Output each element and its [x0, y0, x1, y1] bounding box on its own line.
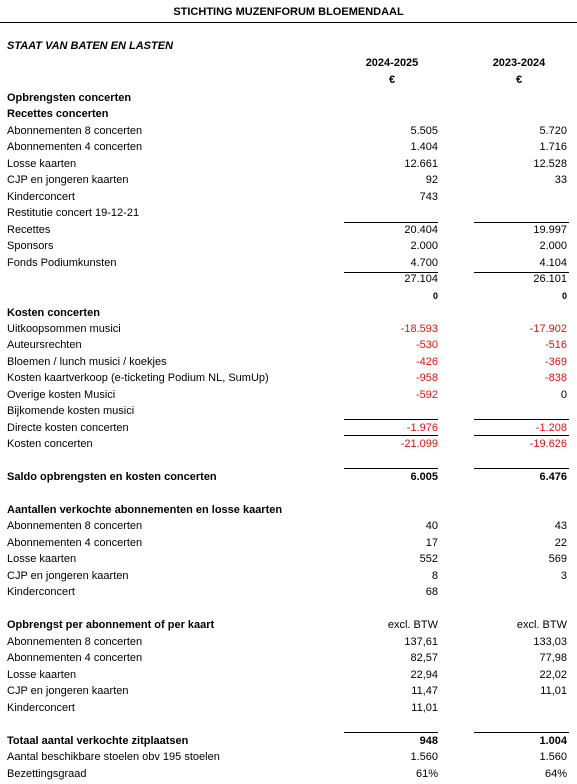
row-label: CJP en jongeren kaarten	[7, 174, 129, 186]
value-2024-2025: 743	[419, 191, 438, 203]
row-label: Directe kosten concerten	[7, 422, 129, 434]
statement-row	[0, 321, 577, 337]
row-label: Recettes	[7, 224, 51, 236]
statement-row	[0, 271, 577, 287]
value-2024-2025: 6.005	[410, 471, 438, 483]
total-rule	[344, 419, 438, 420]
total-rule	[474, 435, 569, 436]
row-label: Fonds Podiumkunsten	[7, 257, 117, 269]
statement-row	[0, 370, 577, 386]
value-2024-2025: -592	[415, 389, 438, 401]
value-2024-2025: 61%	[415, 768, 438, 780]
row-label: Saldo opbrengsten en kosten concerten	[7, 471, 217, 483]
statement-row	[0, 733, 577, 749]
statement-row	[0, 403, 577, 419]
row-label: Kosten concerten	[7, 438, 93, 450]
row-label: Bloemen / lunch musici / koekjes	[7, 356, 167, 368]
row-label: Losse kaarten	[7, 553, 77, 565]
statement-row	[0, 90, 577, 106]
statement-row	[0, 189, 577, 205]
row-label: Abonnementen 4 concerten	[7, 652, 143, 664]
value-2023-2024: 133,03	[533, 636, 567, 648]
statement-row	[0, 123, 577, 139]
value-2023-2024: 3	[560, 570, 567, 582]
value-2024-2025: 40	[425, 520, 438, 532]
value-2024-2025: 11,47	[411, 685, 438, 697]
value-2023-2024: 1.560	[539, 751, 567, 763]
value-2023-2024: -17.902	[529, 323, 567, 335]
value-2023-2024: -19.626	[529, 438, 567, 450]
value-2023-2024: 26.101	[533, 273, 567, 285]
statement-row	[0, 502, 577, 518]
row-label: Opbrengsten concerten	[7, 92, 132, 104]
value-2024-2025: 137,61	[404, 636, 438, 648]
row-label: Abonnementen 8 concerten	[7, 636, 143, 648]
row-label: Recettes concerten	[7, 108, 109, 120]
row-label: Aantal beschikbare stoelen obv 195 stoelen	[7, 751, 220, 763]
value-2024-2025: -21.099	[400, 438, 438, 450]
value-2024-2025: 22,94	[410, 669, 438, 681]
statement-row	[0, 255, 577, 271]
statement-row	[0, 436, 577, 452]
value-2024-2025: 948	[419, 735, 438, 747]
statement-row	[0, 387, 577, 403]
statement-row	[0, 337, 577, 353]
total-rule	[474, 732, 569, 733]
value-2023-2024: 77,98	[539, 652, 567, 664]
row-label: Losse kaarten	[7, 669, 77, 681]
value-2024-2025: 5.505	[410, 125, 438, 137]
total-rule	[344, 222, 438, 223]
statement-row	[0, 700, 577, 716]
value-2024-2025: -18.593	[400, 323, 438, 335]
value-2023-2024: 5.720	[539, 125, 567, 137]
value-2023-2024: -516	[544, 339, 567, 351]
value-2024-2025: 20.404	[404, 224, 438, 236]
row-label: Kosten kaartverkoop (e-ticketing Podium NL, SumUp)	[7, 372, 269, 384]
document-title: STICHTING MUZENFORUM BLOEMENDAAL	[173, 6, 404, 18]
value-2024-2025: 8	[431, 570, 438, 582]
statement-row	[0, 667, 577, 683]
value-2023-2024: 12.528	[533, 158, 567, 170]
value-2024-2025: 82,57	[410, 652, 438, 664]
statement-row	[0, 420, 577, 436]
statement-row	[0, 551, 577, 567]
statement-row	[0, 305, 577, 321]
statement-row	[0, 139, 577, 155]
statement-row	[0, 568, 577, 584]
statement-row	[0, 683, 577, 699]
value-2024-2025: -426	[415, 356, 438, 368]
value-2023-2024: 22,02	[539, 669, 567, 681]
value-2023-2024: 19.997	[533, 224, 567, 236]
total-rule	[474, 419, 569, 420]
total-rule	[344, 272, 438, 273]
value-2023-2024: -369	[544, 356, 567, 368]
statement-row	[0, 749, 577, 765]
title-underline	[0, 22, 577, 23]
value-2023-2024: 0	[561, 291, 567, 301]
row-label: Overige kosten Musici	[7, 389, 116, 401]
currency-label-col1: €	[388, 74, 396, 86]
value-2024-2025: 68	[425, 586, 438, 598]
column-header-2023-2024: 2023-2024	[492, 57, 546, 69]
total-rule	[344, 732, 438, 733]
value-2024-2025: 27.104	[404, 273, 438, 285]
value-2024-2025: 11,01	[411, 702, 438, 714]
value-2023-2024: -838	[544, 372, 567, 384]
statement-row	[0, 518, 577, 534]
statement-row	[0, 535, 577, 551]
row-label: Kinderconcert	[7, 702, 75, 714]
value-2023-2024: -1.208	[535, 422, 567, 434]
statement-row	[0, 650, 577, 666]
total-rule	[344, 468, 438, 469]
row-label: Sponsors	[7, 240, 54, 252]
value-2023-2024: 1.004	[539, 735, 567, 747]
value-2023-2024: 6.476	[539, 471, 567, 483]
value-2023-2024: 4.104	[539, 257, 567, 269]
value-2023-2024: 1.716	[539, 141, 567, 153]
statement-row	[0, 584, 577, 600]
row-label: Abonnementen 4 concerten	[7, 537, 143, 549]
value-2024-2025: 92	[425, 174, 438, 186]
total-rule	[474, 468, 569, 469]
value-2023-2024: 64%	[544, 768, 567, 780]
statement-row	[0, 288, 577, 304]
statement-row	[0, 205, 577, 221]
value-2023-2024: excl. BTW	[516, 619, 567, 631]
total-rule	[344, 435, 438, 436]
value-2024-2025: -530	[415, 339, 438, 351]
column-header-2024-2025: 2024-2025	[365, 57, 419, 69]
row-label: Uitkoopsommen musici	[7, 323, 121, 335]
row-label: CJP en jongeren kaarten	[7, 685, 129, 697]
statement-row	[0, 222, 577, 238]
statement-row	[0, 156, 577, 172]
value-2024-2025: -958	[415, 372, 438, 384]
statement-row	[0, 354, 577, 370]
row-label: Aantallen verkochte abonnementen en losse kaarten	[7, 504, 283, 516]
value-2024-2025: 1.560	[410, 751, 438, 763]
total-rule	[474, 222, 569, 223]
row-label: Restitutie concert 19-12-21	[7, 207, 140, 219]
value-2024-2025: -1.976	[406, 422, 438, 434]
value-2023-2024: 33	[554, 174, 567, 186]
row-label: Abonnementen 4 concerten	[7, 141, 143, 153]
currency-label-col2: €	[515, 74, 523, 86]
row-label: Opbrengst per abonnement of per kaart	[7, 619, 215, 631]
value-2024-2025: 4.700	[410, 257, 438, 269]
row-label: Kinderconcert	[7, 586, 75, 598]
total-rule	[474, 272, 569, 273]
value-2023-2024: 43	[554, 520, 567, 532]
statement-subtitle: STAAT VAN BATEN EN LASTEN	[7, 40, 174, 52]
row-label: Abonnementen 8 concerten	[7, 125, 143, 137]
value-2024-2025: 2.000	[410, 240, 438, 252]
value-2023-2024: 0	[560, 389, 567, 401]
value-2023-2024: 11,01	[540, 685, 567, 697]
row-label: Auteursrechten	[7, 339, 82, 351]
row-label: Losse kaarten	[7, 158, 77, 170]
value-2024-2025: 552	[419, 553, 438, 565]
row-label: Kinderconcert	[7, 191, 75, 203]
value-2023-2024: 2.000	[539, 240, 567, 252]
row-label: Bezettingsgraad	[7, 768, 87, 780]
statement-row	[0, 766, 577, 782]
row-label: Totaal aantal verkochte zitplaatsen	[7, 735, 189, 747]
row-label: Kosten concerten	[7, 307, 100, 319]
statement-row	[0, 634, 577, 650]
row-label: Bijkomende kosten musici	[7, 405, 135, 417]
value-2024-2025: 17	[425, 537, 438, 549]
value-2023-2024: 22	[554, 537, 567, 549]
value-2024-2025: 12.661	[404, 158, 438, 170]
value-2024-2025: 1.404	[410, 141, 438, 153]
statement-row	[0, 238, 577, 254]
value-2024-2025: excl. BTW	[387, 619, 438, 631]
row-label: Abonnementen 8 concerten	[7, 520, 143, 532]
statement-row	[0, 469, 577, 485]
statement-row	[0, 172, 577, 188]
value-2024-2025: 0	[432, 291, 438, 301]
statement-row	[0, 617, 577, 633]
statement-row	[0, 106, 577, 122]
value-2023-2024: 569	[548, 553, 567, 565]
row-label: CJP en jongeren kaarten	[7, 570, 129, 582]
